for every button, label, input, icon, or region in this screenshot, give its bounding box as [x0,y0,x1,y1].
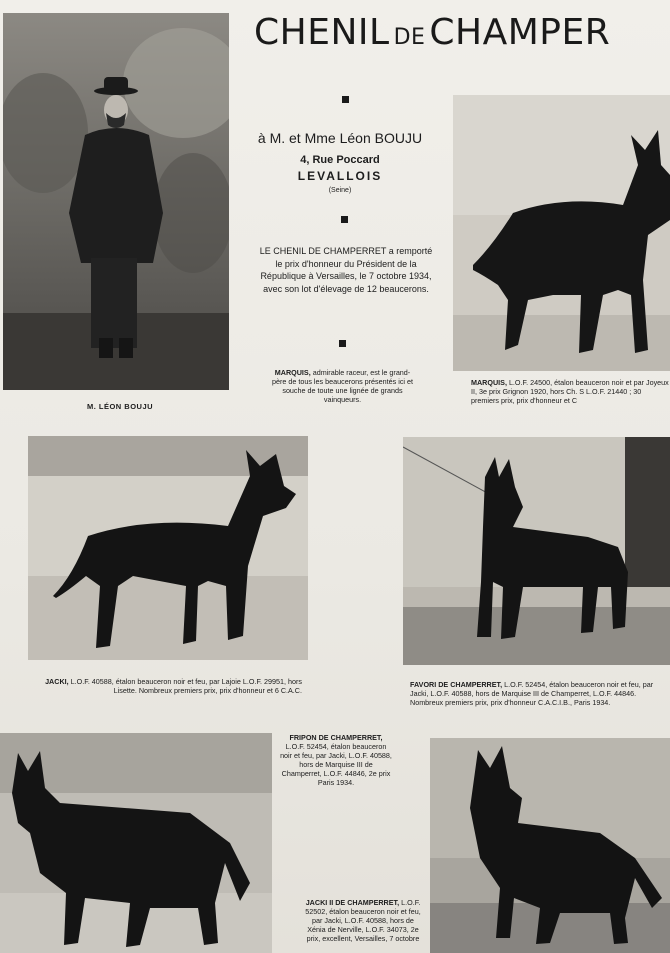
jacki2-caption [304,898,422,943]
title-word-de: DE [393,25,426,50]
fripon-caption-name: FRIPON DE CHAMPERRET, [289,733,383,742]
marquis-center-name: MARQUIS, [274,368,311,377]
marquis-center-text: admirable raceur, est le grand-père de tous les beaucerons présentés ici et souche de toute une lignée de grands vainqueurs. [271,368,414,404]
marquis-center-caption [270,368,415,404]
favori-caption-text: L.O.F. 52454, étalon beauceron noir et feu, par Jacki, L.O.F. 40588, hors de Marquise III de Champerret, L.O.F. 44846. Nombreux premiers prix, prix d'honneur C.A.C.I.B., Paris 1934. [410,680,654,707]
region-line: (Seine) [328,187,352,194]
prize-paragraph: LE CHENIL DE CHAMPERRET a remporté le prix d'honneur du Président de la République à Versailles, le 7 octobre 1934, avec son lot d'élevage de 12 beaucerons. [259,246,433,294]
separator-square [339,340,346,347]
jacki2-caption-text: L.O.F. 52502, étalon beauceron noir et feu, par Jacki, L.O.F. 40588, hors de Xénia de Nerville, L.O.F. 34073, 2e prix, excellent, Versailles, 7 octobre [305,898,421,943]
page-title [254,12,610,53]
portrait-photo [3,13,229,390]
title-word-champer: CHAMPER [429,12,611,53]
fripon-caption-text: L.O.F. 52454, étalon beauceron noir et feu, par Jacki, L.O.F. 40588, hors de Marquise III de Champerret, L.O.F. 44846, 2e prix Paris 1934. [280,742,392,787]
fripon-photo [0,733,272,953]
city-line: LEVALLOIS [297,169,383,183]
favori-caption-name: FAVORI DE CHAMPERRET, [410,680,503,689]
favori-photo [403,437,670,665]
jacki2-photo [430,738,670,953]
fripon-caption [280,733,392,787]
street-line: 4, Rue Poccard [300,154,380,166]
jacki-caption-text: L.O.F. 40588, étalon beauceron noir et feu, par Lajoie L.O.F. 29951, hors Lisette. Nombreux premiers prix, prix d'honneur et 6 C.A.C. [70,677,302,695]
favori-caption [410,680,670,707]
jacki2-caption-name: JACKI II DE CHAMPERRET, [305,898,400,907]
jacki-photo [28,436,308,660]
portrait-caption: M. LÉON BOUJU [86,402,154,411]
marquis-photo [453,95,670,371]
jacki-caption-name: JACKI, [45,677,69,686]
separator-square [341,216,348,223]
title-word-chenil: CHENIL [254,12,390,53]
marquis-caption-text: L.O.F. 24500, étalon beauceron noir et par Joyeux II, 3e prix Grignon 1920, hors Ch. S L.O.F. 21440 ; 30 premiers prix, prix d'honneur et C [471,378,669,405]
marquis-caption-name: MARQUIS, [471,378,507,387]
jacki-caption [30,677,302,695]
marquis-caption [471,378,670,405]
separator-square [342,96,349,103]
owner-line: à M. et Mme Léon BOUJU [257,130,423,146]
